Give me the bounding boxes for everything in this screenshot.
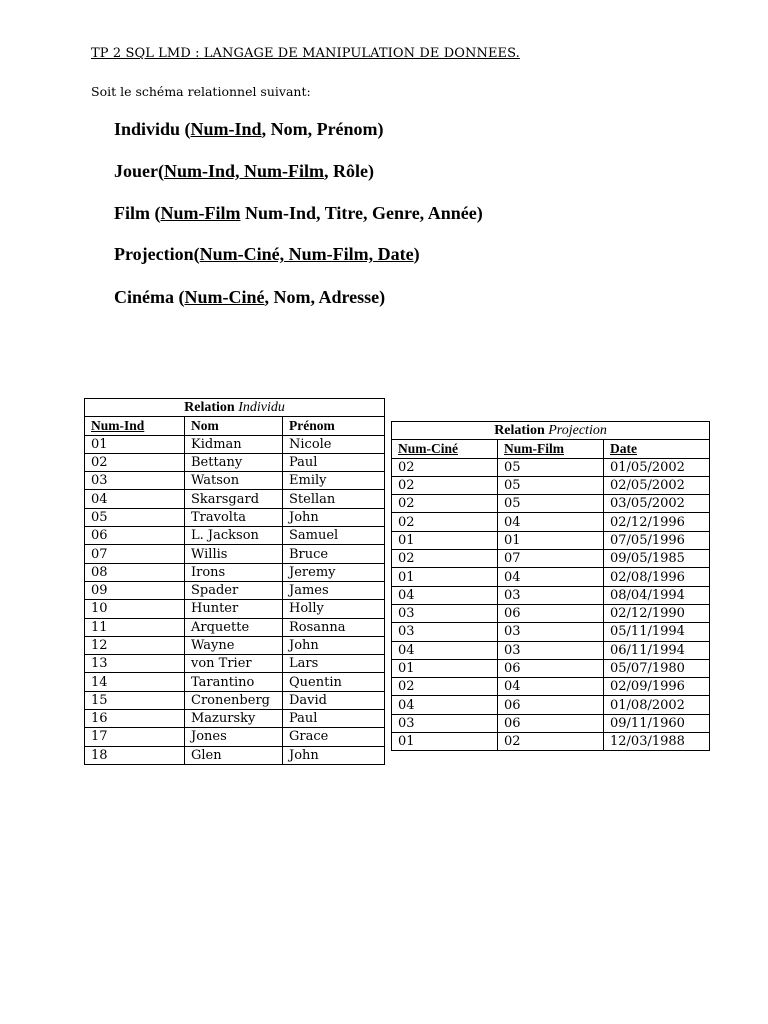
schema-relation: Cinéma ( [114,287,185,307]
table-row [85,453,385,471]
table-cell: 07 [498,550,604,568]
document-title: TP 2 SQL LMD : LANGAGE DE MANIPULATION DE DONNEES. [91,46,520,61]
schema-attributes: , Nom, Prénom) [261,119,384,139]
table-cell: 12/03/1988 [604,733,710,751]
table-cell: 02 [85,453,185,471]
table-cell: 05 [85,508,185,526]
table-cell: 02 [392,550,498,568]
table-row [85,472,385,490]
table-cell: 02 [498,733,604,751]
table-cell: 04 [392,641,498,659]
table-cell: 10 [85,600,185,618]
table-cell: 01 [392,733,498,751]
table-cell: 06 [85,527,185,545]
table-cell: Hunter [185,600,283,618]
table-cell: Watson [185,472,283,490]
table-cell: 02 [392,513,498,531]
table-row [85,746,385,764]
table-cell: David [283,691,385,709]
table-cell: Holly [283,600,385,618]
column-header-label: Date [610,441,637,457]
schema-attributes: , Nom, Adresse) [264,287,386,307]
table-cell: 01 [392,568,498,586]
table-cell: 06 [498,714,604,732]
table-cell: Arquette [185,618,283,636]
table-cell: 03 [498,586,604,604]
table-row [85,600,385,618]
column-header-num-film [498,440,604,458]
table-cell: John [283,636,385,654]
caption-label: Relation [184,400,235,416]
table-row [392,513,710,531]
table-cell: John [283,746,385,764]
table-cell: 02 [392,458,498,476]
table-cell: Quentin [283,673,385,691]
table-row [85,508,385,526]
table-cell: 05 [498,495,604,513]
column-header-num-ind [85,417,185,435]
table-cell: 04 [392,696,498,714]
table-cell: 17 [85,728,185,746]
table-cell: 06/11/1994 [604,641,710,659]
column-header-num-cine [392,440,498,458]
table-cell: 02/12/1990 [604,604,710,622]
table-row [85,636,385,654]
table-cell: L. Jackson [185,527,283,545]
table-cell: 03 [498,641,604,659]
table-cell: 02 [392,678,498,696]
schema-line-cinema [114,287,385,308]
table-cell: Grace [283,728,385,746]
column-header-label: Num-Ciné [398,441,458,457]
projection-rows [392,458,710,751]
table-row [392,641,710,659]
table-cell: Kidman [185,435,283,453]
table-row [85,728,385,746]
schema-relation: Jouer( [114,161,164,181]
table-cell: 01/08/2002 [604,696,710,714]
table-cell: Bettany [185,453,283,471]
table-cell: 04 [392,586,498,604]
schema-line-jouer [114,161,374,182]
schema-relation: Individu ( [114,119,191,139]
table-cell: Willis [185,545,283,563]
table-row [85,435,385,453]
table-cell: 02/09/1996 [604,678,710,696]
table-cell: 01 [85,435,185,453]
table-cell: Stellan [283,490,385,508]
table-caption [392,422,710,440]
schema-attributes: ) [413,244,420,264]
column-header-label: Num-Ind [91,418,145,434]
schema-key: Num-Film [160,203,241,223]
schema-attributes: , Rôle) [324,161,374,181]
table-cell: 07 [85,545,185,563]
table-row [392,550,710,568]
table-cell: 08/04/1994 [604,586,710,604]
table-row [392,696,710,714]
table-row [85,673,385,691]
projection-table [391,421,710,751]
table-cell: 06 [498,659,604,677]
table-cell: John [283,508,385,526]
table-cell: 03 [392,604,498,622]
table-cell: Tarantino [185,673,283,691]
schema-key: Num-Ciné, Num-Film, Date [199,244,414,264]
table-cell: Travolta [185,508,283,526]
table-cell: 12 [85,636,185,654]
table-cell: 01 [498,531,604,549]
schema-line-individu [114,119,384,140]
table-cell: 04 [85,490,185,508]
table-cell: Cronenberg [185,691,283,709]
table-cell: Nicole [283,435,385,453]
table-cell: Emily [283,472,385,490]
table-row [392,678,710,696]
caption-label: Relation [494,423,545,439]
table-cell: 02/05/2002 [604,476,710,494]
table-cell: 14 [85,673,185,691]
table-row [85,581,385,599]
table-cell: 06 [498,604,604,622]
table-cell: 11 [85,618,185,636]
table-cell: 03 [392,623,498,641]
table-cell: 09 [85,581,185,599]
table-row [85,655,385,673]
table-cell: von Trier [185,655,283,673]
table-cell: Irons [185,563,283,581]
table-cell: Jeremy [283,563,385,581]
schema-line-film [114,203,483,224]
table-row [392,458,710,476]
schema-line-projection [114,244,420,265]
table-cell: 05 [498,476,604,494]
column-header-nom: Nom [185,417,283,435]
schema-attributes: Num-Ind, Titre, Genre, Année) [240,203,483,223]
table-cell: Mazursky [185,710,283,728]
table-cell: 03 [85,472,185,490]
table-cell: 09/11/1960 [604,714,710,732]
table-cell: Paul [283,453,385,471]
table-cell: Lars [283,655,385,673]
table-cell: Bruce [283,545,385,563]
table-row [392,568,710,586]
table-cell: 05/07/1980 [604,659,710,677]
table-cell: 03 [498,623,604,641]
individu-rows [85,435,385,764]
schema-key: Num-Ciné [184,287,265,307]
table-row [85,618,385,636]
table-cell: 05/11/1994 [604,623,710,641]
individu-table [84,398,385,765]
table-row [85,691,385,709]
table-row [392,531,710,549]
table-cell: 03 [392,714,498,732]
table-row [85,710,385,728]
table-row [392,659,710,677]
table-cell: 03/05/2002 [604,495,710,513]
table-cell: 04 [498,678,604,696]
caption-relation-name: Projection [548,423,607,439]
table-row [85,527,385,545]
table-row [392,586,710,604]
table-row [392,733,710,751]
table-cell: 02 [392,495,498,513]
column-header-label: Num-Film [504,441,564,457]
table-cell: 05 [498,458,604,476]
table-cell: 04 [498,568,604,586]
table-cell: 06 [498,696,604,714]
table-cell: 15 [85,691,185,709]
table-cell: 08 [85,563,185,581]
table-cell: James [283,581,385,599]
table-cell: Glen [185,746,283,764]
table-row [85,490,385,508]
table-cell: 02 [392,476,498,494]
caption-relation-name: Individu [238,400,285,416]
table-row [85,545,385,563]
table-cell: 07/05/1996 [604,531,710,549]
table-cell: Spader [185,581,283,599]
table-cell: 02/08/1996 [604,568,710,586]
table-row [392,495,710,513]
table-cell: Rosanna [283,618,385,636]
table-cell: Paul [283,710,385,728]
schema-relation: Film ( [114,203,161,223]
column-header-prenom: Prénom [283,417,385,435]
table-cell: 04 [498,513,604,531]
table-row [392,714,710,732]
table-cell: 02/12/1996 [604,513,710,531]
table-cell: 18 [85,746,185,764]
table-row [85,563,385,581]
table-cell: Wayne [185,636,283,654]
table-cell: 01 [392,531,498,549]
schema-key: Num-Ind, Num-Film [163,161,324,181]
table-row [392,476,710,494]
schema-relation: Projection( [114,244,200,264]
table-row [392,623,710,641]
table-cell: 16 [85,710,185,728]
table-cell: 01 [392,659,498,677]
table-row [392,604,710,622]
table-cell: 09/05/1985 [604,550,710,568]
table-cell: Jones [185,728,283,746]
table-cell: 13 [85,655,185,673]
table-cell: Samuel [283,527,385,545]
table-cell: Skarsgard [185,490,283,508]
intro-text: Soit le schéma relationnel suivant: [91,84,311,99]
table-cell: 01/05/2002 [604,458,710,476]
table-caption [85,399,385,417]
schema-key: Num-Ind [190,119,262,139]
column-header-date [604,440,710,458]
